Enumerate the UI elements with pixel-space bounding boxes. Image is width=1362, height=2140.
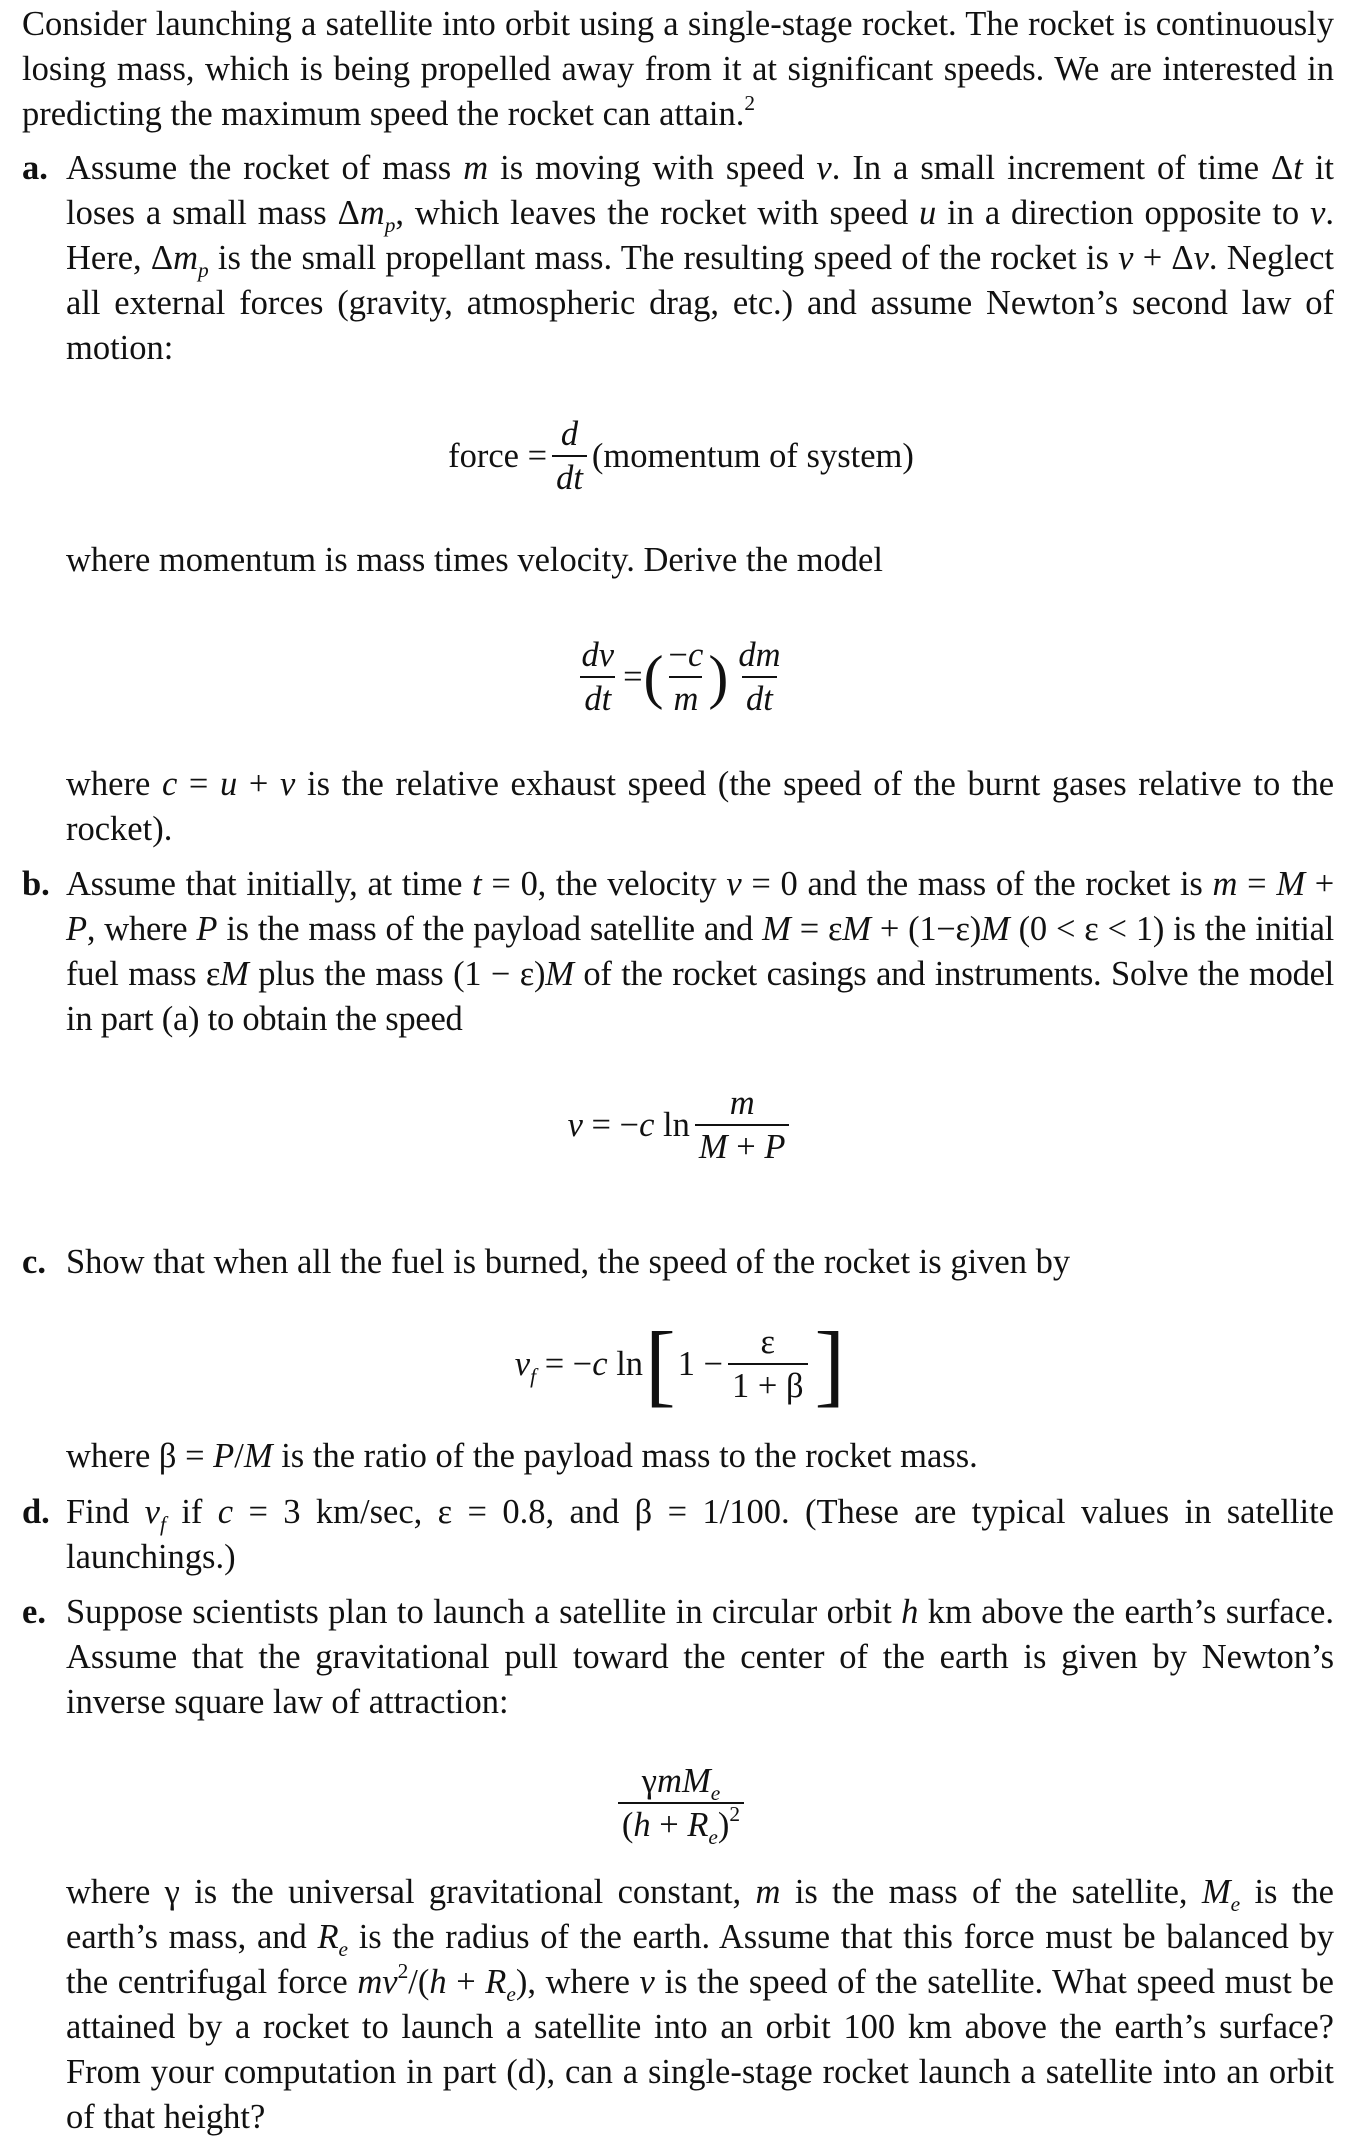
part-d-label: d. [22,1493,50,1531]
part-e-text: Suppose scientists plan to launch a satellite in circular orbit h km above the earth’s surface. Assume that the gravitational pull toward the center of the earth is given by Newton’s inverse square law of attraction: [66,1593,1334,1721]
part-c-beta-text: where β = P/M is the ratio of the payload mass to the rocket mass. [66,1437,978,1475]
fraction-d-dt: $\frac{d}{dt}$ [552,413,587,499]
part-d-text: Find $v_f$ if c = 3 km/sec, ε = 0.8, and β = 1/100. (These are typical values in satellite launchings.) [66,1493,1334,1576]
footnote-mark: 2 [744,91,756,116]
equation-model: $\frac{dv}{dt}$ = ( $\frac{-c}{m}$ ) $\frac{dm}{dt}$ [581,636,781,718]
part-a-text: Assume the rocket of mass m is moving with speed v. In a small increment of time Δt it loses a small mass $\Delta m_p$, which leaves the rocket with speed u in a direction opposite to v. Here, $\Delta m_p$ is the small propellant mass. The resulting speed of the rocket is v + Δv. Neglect all external forces (gravity, atmospheric drag, etc.) and assume Newton’s second law of motion: [66,149,1335,367]
part-b-text: Assume that initially, at time t = 0, the velocity v = 0 and the mass of the rocket is m = M + P, where P is the mass of the payload satellite and M = εM + (1−ε)M (0 < ε < 1) is the initial fuel mass εM plus the mass (1 − ε)M of the rocket casings and instruments. Solve the model in part (a) to obtain the speed [66,865,1334,1038]
part-d [22,1490,1334,1580]
equation-gravity: $\frac{\gamma mM_e}{(h + R_e)^2}$ [0,1756,1362,1850]
equation-speed: v = −c ln $\frac{m}{M + P}$ [0,1080,1362,1170]
part-e [22,1590,1334,1725]
part-b-label: b. [22,865,50,903]
part-a [22,146,1334,371]
part-e-label: e. [22,1593,46,1631]
part-a-exhaust-text: where c = u + v is the relative exhaust speed (the speed of the burnt gases relative to the rocket). [66,765,1335,848]
part-a-derive-text: where momentum is mass times velocity. Derive the model [66,541,883,579]
part-b [22,862,1334,1042]
part-c-label: c. [22,1243,46,1281]
part-c [22,1240,1334,1285]
equation-final-speed: $v_f = -c$ ln [ 1 − $\frac{\varepsilon}{1 + \beta}$ ] [514,1313,846,1415]
part-e-question-text: where γ is the universal gravitational constant, m is the mass of the satellite, $M_e$ is the earth’s mass, and $R_e$ is the radius of the earth. Assume that this force must be balanced by the centrifugal force $mv^2/(h + R_e)$, where v is the speed of the satellite. What speed must be attained by a rocket to launch a satellite into an orbit 100 km above the earth’s surface? From your computation in part (d), can a single-stage rocket launch a satellite into an orbit of that height? [66,1873,1334,2136]
part-c-text: Show that when all the fuel is burned, the speed of the rocket is given by [66,1243,1071,1281]
part-a-label: a. [22,149,48,187]
intro-paragraph: Consider launching a satellite into orbit using a single-stage rocket. The rocket is continuously losing mass, which is being propelled away from it at significant speeds. We are interested in predicting the maximum speed the rocket can attain.$^2$ [22,5,1334,133]
equation-force: force = $\frac{d}{dt}$ (momentum of system) [448,415,914,497]
